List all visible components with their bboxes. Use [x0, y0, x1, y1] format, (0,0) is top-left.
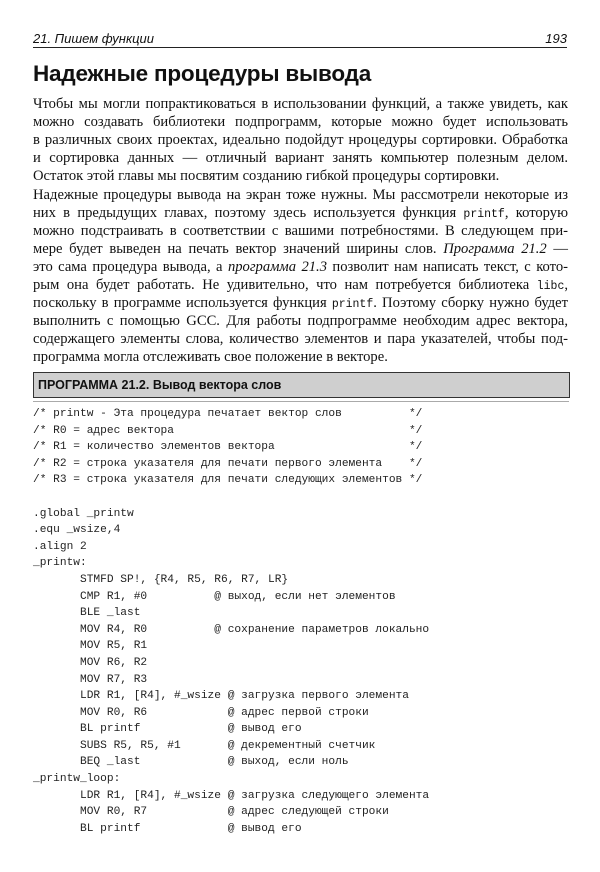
code-line: .equ _wsize,4 — [33, 524, 121, 537]
code-line: .global _printw — [33, 507, 134, 520]
code-line — [33, 489, 429, 506]
section-title: Надежные процедуры вывода — [33, 61, 372, 86]
code-line: BEQ _last @ выход, если ноль — [33, 756, 349, 769]
text-segment: можно создавать библиотеки подпрограмм, которые можно будет использовать — [33, 114, 568, 130]
code-line: SUBS R5, R5, #1 @ декрементный счетчик — [33, 739, 376, 752]
text-segment: выполнить с помощью GCC. Для работы подпрограмме необходим адрес вектора, — [33, 313, 568, 329]
text-line — [33, 167, 568, 185]
code-line: MOV R0, R6 @ адрес первой строки — [33, 706, 369, 719]
text-segment: это сама процедура вывода, а — [33, 259, 228, 275]
program-listing-title: ПРОГРАММА 21.2. Вывод вектора слов — [33, 372, 570, 398]
emphasis: программа 21.3 — [227, 259, 327, 275]
code-line: MOV R4, R0 @ сохранение параметров локально — [33, 623, 430, 636]
inline-code: printf — [463, 208, 505, 221]
code-line: /* R0 = адрес вектора */ — [33, 424, 423, 437]
paragraph-1 — [33, 95, 568, 185]
text-segment: . Поэтому сборку нужно будет — [373, 295, 568, 311]
text-segment: них в предыдущих главах, поэтому здесь используется функция — [33, 205, 464, 221]
text-line — [33, 113, 568, 131]
inline-code: printf — [331, 298, 374, 311]
text-segment: — — [546, 241, 568, 257]
code-line: CMP R1, #0 @ выход, если нет элементов — [33, 590, 396, 603]
text-line — [33, 149, 568, 167]
text-line — [33, 330, 568, 348]
code-line: LDR R1, [R4], #_wsize @ загрузка первого элемента — [33, 690, 409, 703]
text-line — [33, 276, 568, 294]
text-segment: содержащего элементы слова, количество элементов и пара указателей, чтобы под- — [33, 331, 568, 347]
code-line: _printw_loop: — [33, 773, 121, 786]
text-line — [33, 95, 568, 113]
code-line: _printw: — [33, 557, 87, 570]
text-segment: Остаток этой главы мы посвятим созданию гибкой процедуры сортировки. — [33, 168, 500, 184]
inline-code: libc — [536, 280, 565, 293]
text-segment: и сортировка данных — отличный вариант занять компьютер полезным делом. — [33, 150, 568, 166]
text-segment: можно подстраивать в соответствии с вашими потребностями. В следующем при- — [33, 223, 568, 239]
text-line — [33, 348, 568, 366]
text-line — [33, 204, 568, 222]
code-line: MOV R0, R7 @ адрес следующей строки — [33, 806, 389, 819]
paragraph-2 — [33, 186, 568, 366]
program-divider — [33, 401, 569, 402]
text-segment: программа могла отслеживать свое положение в векторе. — [33, 349, 388, 365]
code-line: /* printw - Эта процедура печатает вектор слов */ — [33, 408, 423, 420]
text-segment: рым она будет работать. Не удивительно, что нам потребуется библиотека — [33, 277, 537, 293]
emphasis: Программа 21.2 — [443, 241, 547, 257]
code-line: BLE _last — [33, 607, 141, 620]
code-line: .align 2 — [33, 540, 87, 553]
code-line: MOV R6, R2 — [33, 656, 148, 669]
code-line: /* R1 = количество элементов вектора */ — [33, 441, 423, 454]
code-line: BL printf @ вывод его — [33, 723, 302, 736]
text-segment: мере будет выведен на печать вектор значений ширины слов. — [33, 241, 444, 257]
page-number: 193 — [545, 31, 567, 46]
text-segment: позволит нам написать текст, с кото- — [327, 259, 568, 275]
program-listing-code — [33, 406, 429, 837]
running-header — [33, 31, 567, 48]
text-line — [33, 186, 568, 204]
text-segment: Надежные процедуры вывода на экран тоже нужны. Мы рассмотрели некоторые из — [33, 187, 568, 203]
text-line — [33, 294, 568, 312]
text-segment: , — [564, 277, 568, 293]
code-line: LDR R1, [R4], #_wsize @ загрузка следующего элемента — [33, 789, 430, 802]
text-line — [33, 240, 568, 258]
text-line — [33, 222, 568, 240]
text-line — [33, 131, 568, 149]
code-line: BL printf @ вывод его — [33, 822, 302, 835]
code-line: /* R2 = строка указателя для печати первого элемента */ — [33, 457, 423, 470]
code-line: /* R3 = строка указателя для печати следующих элементов */ — [33, 474, 423, 487]
code-line: MOV R5, R1 — [33, 640, 148, 653]
code-line: MOV R7, R3 — [33, 673, 148, 686]
chapter-title: 21. Пишем функции — [33, 31, 154, 46]
text-segment: Чтобы мы могли попрактиковаться в использовании функций, а также увидеть, как — [33, 96, 568, 112]
text-line — [33, 258, 568, 276]
code-line: STMFD SP!, {R4, R5, R6, R7, LR} — [33, 573, 289, 586]
text-segment: в различных своих проектах, идеально подойдут нроцедуры сортировки. Обработка — [33, 132, 568, 148]
text-segment: поскольку в программе используется функция — [33, 295, 332, 311]
text-segment: , которую — [504, 205, 568, 221]
text-line — [33, 312, 568, 330]
